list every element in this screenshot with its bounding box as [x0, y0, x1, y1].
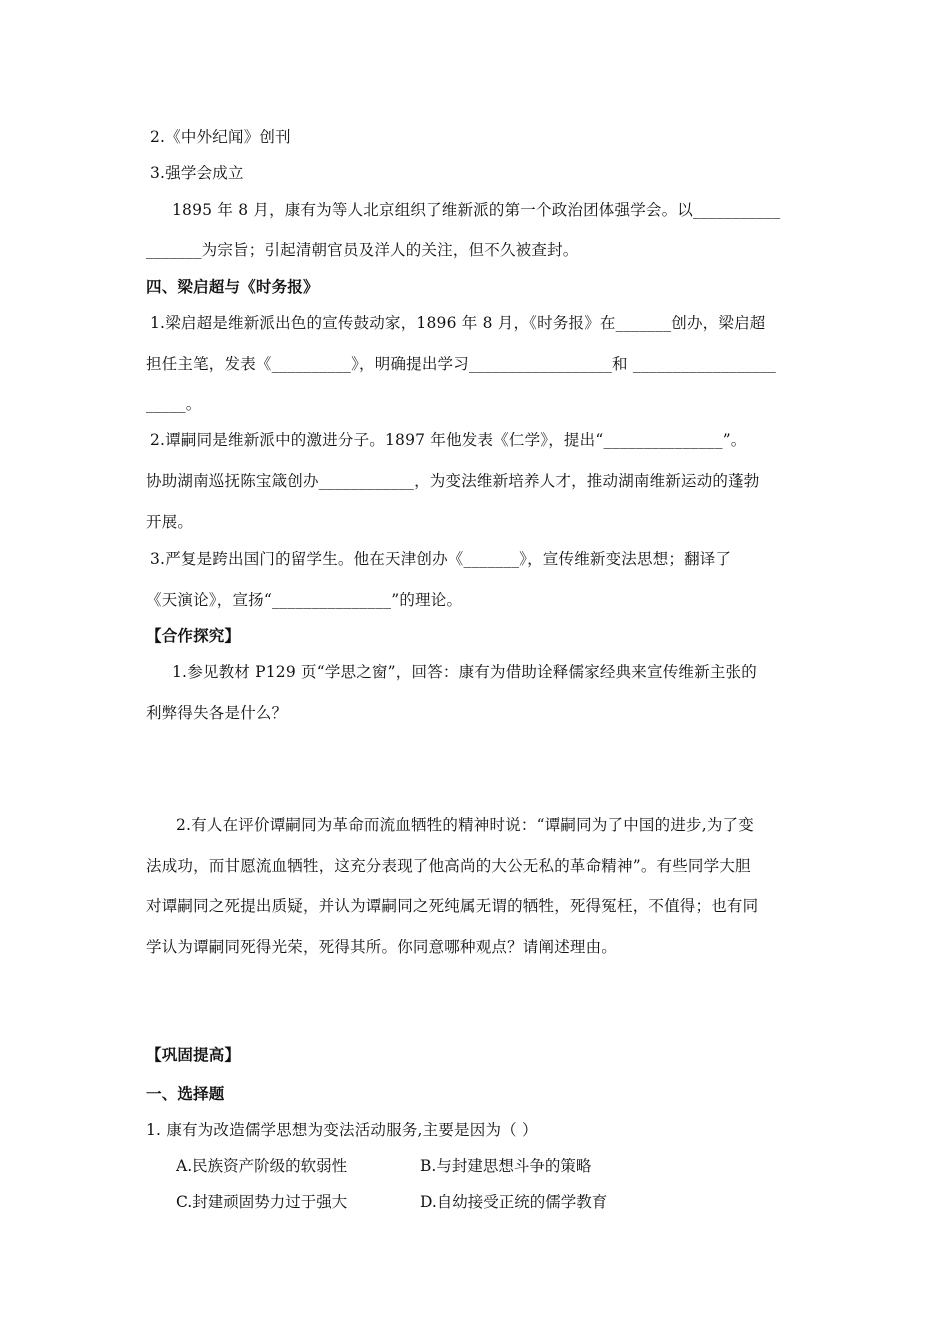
paragraph-line: 1.梁启超是维新派出色的宣传鼓动家，1896 年 8 月，《时务报》在_______创办，梁启超	[150, 314, 766, 332]
paragraph-line: 《天演论》，宣扬“_______________”的理论。	[146, 591, 463, 609]
question-line: 1.参见教材 P129 页“学思之窗”，回答：康有为借助诠释儒家经典来宣传维新主张的	[172, 663, 757, 681]
paragraph-line: 担任主笔，发表《__________》，明确提出学习__________________和 __________________	[146, 355, 776, 373]
option-a: A.民族资产阶级的软弱性	[176, 1157, 348, 1175]
option-b: B.与封建思想斗争的策略	[420, 1157, 592, 1175]
section-heading-cooperation: 【合作探究】	[146, 626, 241, 645]
section-heading-liang-qichao: 四、梁启超与《时务报》	[146, 277, 319, 296]
item-zhongwai-jiwen: 2.《中外纪闻》创刊	[150, 128, 291, 146]
choice-question: 1. 康有为改造儒学思想为变法活动服务,主要是因为（ ）	[146, 1121, 538, 1139]
paragraph-line: 协助湖南巡抚陈宝箴创办____________，为变法维新培养人才，推动湖南维新运动的蓬勃	[146, 472, 760, 490]
option-d: D.自幼接受正统的儒学教育	[420, 1193, 608, 1211]
paragraph-line: 开展。	[146, 513, 194, 531]
paragraph-line: 1895 年 8 月，康有为等人北京组织了维新派的第一个政治团体强学会。以___________	[172, 201, 781, 219]
option-c: C.封建顽固势力过于强大	[176, 1193, 348, 1211]
question-line: 2.有人在评价谭嗣同为革命而流血牺牲的精神时说：“谭嗣同为了中国的进步,为了变	[176, 816, 754, 834]
question-line: 法成功，而甘愿流血牺牲，这充分表现了他高尚的大公无私的革命精神”。有些同学大胆	[146, 857, 751, 875]
section-subheading-choice: 一、选择题	[146, 1084, 225, 1103]
paragraph-line: _____。	[146, 395, 202, 413]
paragraph-line: 2.谭嗣同是维新派中的激进分子。1897 年他发表《仁学》，提出“_______________”。	[150, 431, 747, 449]
item-qiangxuehui: 3.强学会成立	[150, 164, 244, 182]
section-heading-consolidation: 【巩固提高】	[146, 1045, 241, 1064]
question-line: 学认为谭嗣同死得光荣，死得其所。你同意哪种观点？请阐述理由。	[146, 938, 618, 956]
question-line: 对谭嗣同之死提出质疑，并认为谭嗣同之死纯属无谓的牺牲，死得冤枉，不值得；也有同	[146, 897, 759, 915]
paragraph-line: _______为宗旨；引起清朝官员及洋人的关注，但不久被查封。	[146, 241, 579, 259]
question-line: 利弊得失各是什么？	[146, 704, 288, 722]
paragraph-line: 3.严复是跨出国门的留学生。他在天津创办《_______》，宣传维新变法思想；翻译了	[150, 550, 732, 568]
